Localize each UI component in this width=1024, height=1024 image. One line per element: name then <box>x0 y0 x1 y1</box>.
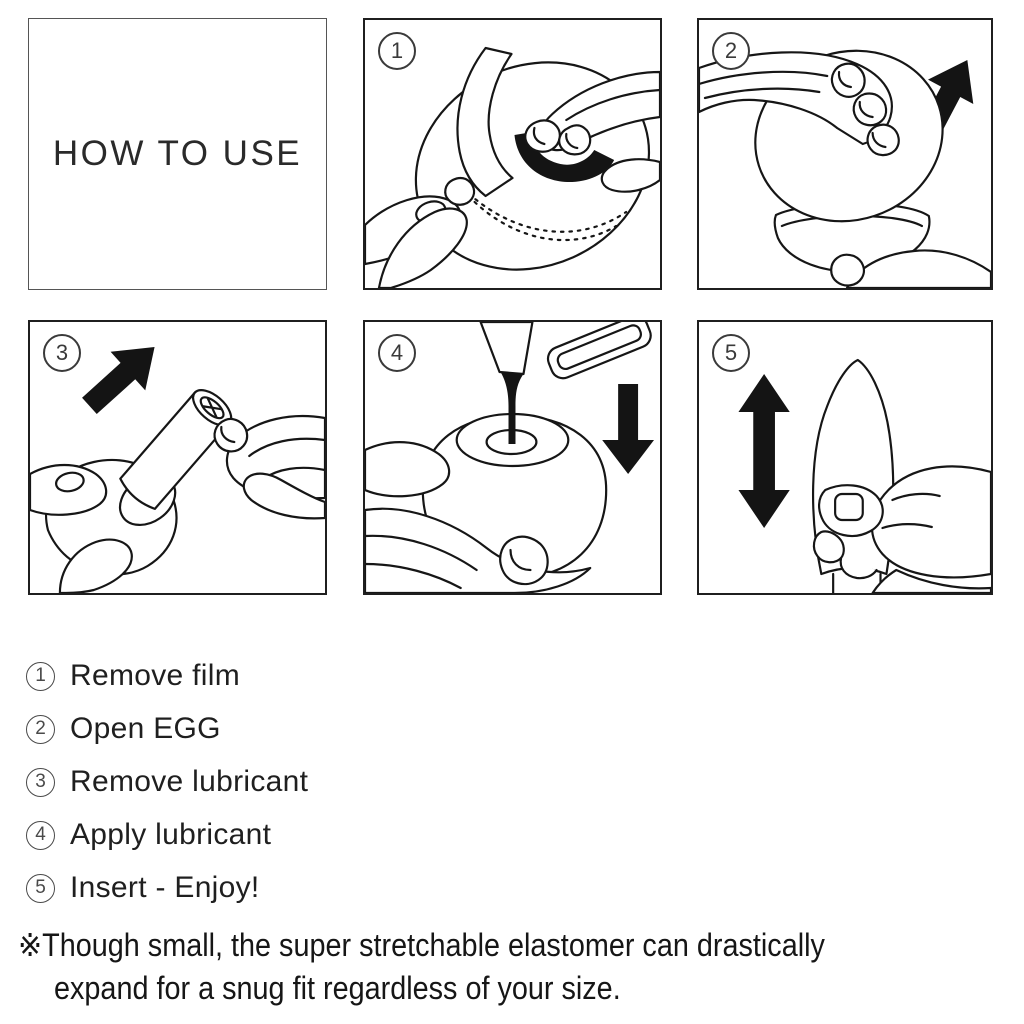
panel-remove-film <box>363 18 662 290</box>
legend-number-3: 3 <box>26 768 55 797</box>
panel-insert-enjoy <box>697 320 993 595</box>
legend-label-4: Apply lubricant <box>70 818 272 851</box>
step-5-badge: 5 <box>712 334 750 372</box>
legend-label-1: Remove film <box>70 659 240 692</box>
panel-open-egg <box>697 18 993 290</box>
legend-number-1: 1 <box>26 662 55 691</box>
footnote-text-1: Though small, the super stretchable elastomer can drastically <box>42 927 825 963</box>
panel-remove-lubricant <box>28 320 327 595</box>
step-4-badge: 4 <box>378 334 416 372</box>
squeezed-tube <box>544 322 654 382</box>
down-arrow-icon <box>602 384 654 474</box>
tube-nozzle <box>481 322 533 374</box>
legend-label-5: Insert - Enjoy! <box>70 871 260 904</box>
legend-label-3: Remove lubricant <box>70 765 309 798</box>
up-right-arrow-icon <box>72 328 172 426</box>
footnote <box>18 924 825 1010</box>
footnote-line-1 <box>18 924 825 967</box>
step-1-badge: 1 <box>378 32 416 70</box>
page-title: HOW TO USE <box>52 134 303 173</box>
legend-item-5 <box>26 870 308 906</box>
legend-number-5: 5 <box>26 874 55 903</box>
footnote-line-2: expand for a snug fit regardless of your size. <box>54 970 621 1006</box>
legend-item-2 <box>26 711 308 747</box>
legend <box>26 658 308 906</box>
reference-mark: ※ <box>18 927 43 963</box>
legend-label-2: Open EGG <box>70 712 221 745</box>
legend-item-4 <box>26 817 308 853</box>
panel-apply-lubricant <box>363 320 662 595</box>
up-down-arrow-icon <box>738 374 789 528</box>
legend-item-3 <box>26 764 308 800</box>
legend-item-1 <box>26 658 308 694</box>
step-3-badge: 3 <box>43 334 81 372</box>
legend-number-4: 4 <box>26 821 55 850</box>
step-2-badge: 2 <box>712 32 750 70</box>
title-panel <box>28 18 327 290</box>
legend-number-2: 2 <box>26 715 55 744</box>
